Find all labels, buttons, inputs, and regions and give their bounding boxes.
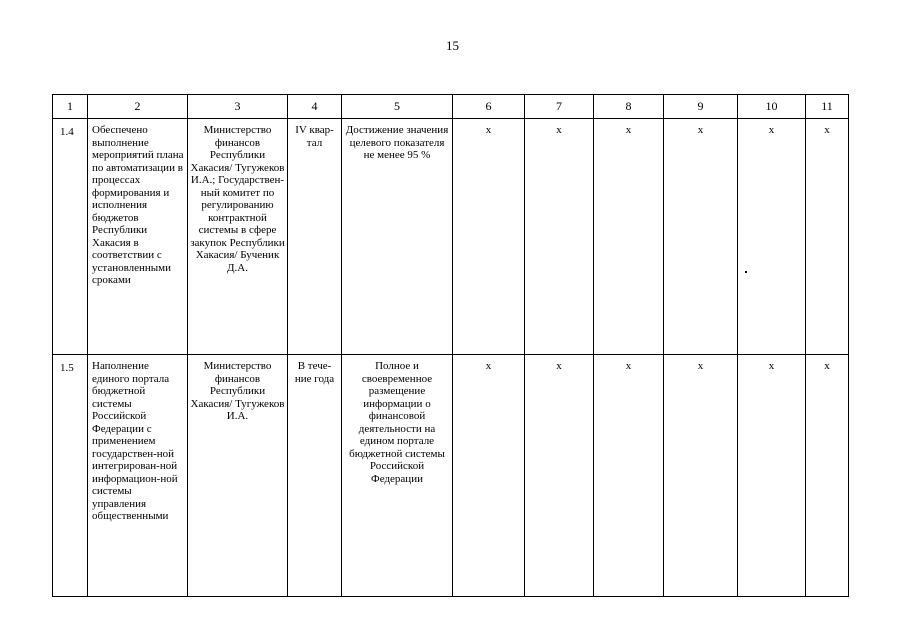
table-row — [53, 355, 849, 597]
row-number: 1.5 — [53, 355, 88, 597]
result-cell: Полное и своевременное размещение информации о финансовой деятельности на едином портале бюджетной системы Российской Федерации — [342, 355, 453, 597]
column-header: 3 — [188, 95, 288, 119]
result-cell: Достижение значения целевого показателя не менее 95 % — [342, 119, 453, 355]
mark-cell: х — [664, 355, 738, 597]
column-header: 1 — [53, 95, 88, 119]
mark-cell: х — [664, 119, 738, 355]
mark-cell: х — [453, 119, 525, 355]
table-row — [53, 119, 849, 355]
mark-cell: х — [738, 119, 806, 355]
mark-cell: х — [806, 355, 849, 597]
column-header: 11 — [806, 95, 849, 119]
column-header: 8 — [594, 95, 664, 119]
responsible-cell: Министерство финансов Республики Хакасия/ Тугужеков И.А.; Государствен-ный комитет по регулированию контрактной системы в сфере закупок Республики Хакасия/ Бученик Д.А. — [188, 119, 288, 355]
header-row — [53, 95, 849, 119]
mark-cell: х — [594, 119, 664, 355]
term-cell: IV квар-тал — [288, 119, 342, 355]
mark-cell: х — [453, 355, 525, 597]
column-header: 2 — [88, 95, 188, 119]
column-header: 9 — [664, 95, 738, 119]
term-cell: В тече-ние года — [288, 355, 342, 597]
responsible-cell: Министерство финансов Республики Хакасия/ Тугужеков И.А. — [188, 355, 288, 597]
mark-cell: х — [738, 355, 806, 597]
column-header: 7 — [525, 95, 594, 119]
mark-cell: х — [806, 119, 849, 355]
measure-cell: Обеспечено выполнение мероприятий плана по автоматизации в процессах формирования и исполнения бюджетов Республики Хакасия в соответствии с установленными сроками — [88, 119, 188, 355]
scan-speck — [745, 271, 747, 273]
column-header: 10 — [738, 95, 806, 119]
mark-cell: х — [594, 355, 664, 597]
row-number: 1.4 — [53, 119, 88, 355]
mark-cell: х — [525, 355, 594, 597]
measure-cell: Наполнение единого портала бюджетной системы Российской Федерации с применением государствен-ной интегрирован-ной информацион-ной системы управления общественными — [88, 355, 188, 597]
column-header: 6 — [453, 95, 525, 119]
column-header: 5 — [342, 95, 453, 119]
page-number: 15 — [446, 38, 459, 53]
mark-cell: х — [525, 119, 594, 355]
column-header: 4 — [288, 95, 342, 119]
measures-table — [52, 94, 849, 597]
